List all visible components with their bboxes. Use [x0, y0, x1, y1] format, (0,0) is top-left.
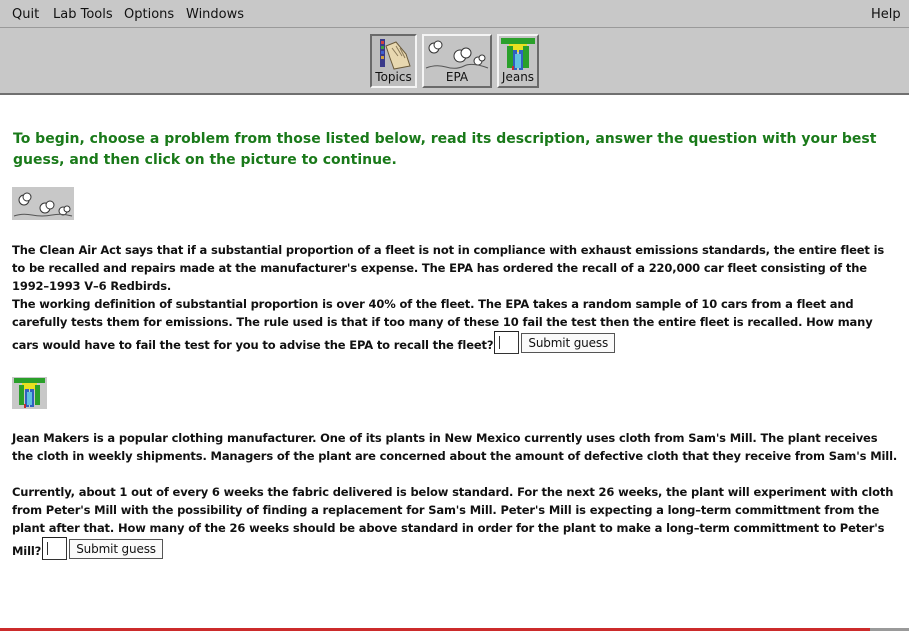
menu-help[interactable]: Help [871, 7, 901, 22]
menu-lab-tools[interactable]: Lab Tools [53, 7, 113, 22]
jeans-label: Jeans [501, 70, 535, 84]
toolbar [0, 28, 909, 95]
epa-question-text: The working definition of substantial proportion is over 40% of the fleet. The EPA takes a random sample of 10 cars from a fleet and carefully tests them for emissions. The rule used is that if too many of these 10 fail the test then the entire fleet is recalled. How many cars would have to fail the test for you to advise the EPA to recall the fleet? [12, 297, 873, 352]
epa-label: EPA [445, 70, 469, 84]
hand-pointer-icon [372, 36, 415, 72]
jeans-question [12, 483, 900, 560]
jeans-problem-picture[interactable] [12, 377, 47, 409]
epa-description: The Clean Air Act says that if a substantial proportion of a fleet is not in compliance with exhaust emissions standards, the entire fleet is to be recalled and repairs made at the manufacturer's expense. The EPA has ordered the recall of a 220,000 car fleet consisting of the 1992–1993 V–6 Redbirds. [12, 243, 885, 293]
epa-button[interactable] [422, 34, 492, 88]
topics-label: Topics [375, 70, 412, 84]
topics-button[interactable] [370, 34, 417, 88]
main-content [0, 95, 909, 628]
menu-bar [0, 0, 909, 28]
epa-guess-input[interactable] [494, 331, 519, 354]
jeans-button[interactable] [497, 34, 539, 88]
epa-problem-picture[interactable] [12, 187, 74, 220]
jeans-submit-button[interactable]: Submit guess [69, 539, 163, 559]
exhaust-clouds-icon [424, 36, 490, 72]
epa-question [12, 295, 900, 354]
jeans-description: Jean Makers is a popular clothing manufacturer. One of its plants in New Mexico currently uses cloth from Sam's Mill. The plant receives the cloth in weekly shipments. Managers of the plant are concerned about the amount of defective cloth that they receive from Sam's Mill. [12, 431, 898, 463]
jeans-question-text: Currently, about 1 out of every 6 weeks the fabric delivered is below standard. For the next 26 weeks, the plant will experiment with cloth from Peter's Mill with the possibility of finding a replacement for Sam's Mill. Peter's Mill is expecting a long–term committment from the plant after that. How many of the 26 weeks should be above standard in order for the plant to make a long–term committment to Peter's Mill? [12, 485, 894, 558]
jeans-icon [499, 36, 537, 72]
menu-quit[interactable]: Quit [12, 7, 40, 22]
epa-submit-button[interactable]: Submit guess [521, 333, 615, 353]
text-caret [499, 336, 500, 349]
menu-options[interactable]: Options [124, 7, 175, 22]
jeans-guess-input[interactable] [42, 537, 67, 560]
text-caret [47, 542, 48, 555]
intro-text: To begin, choose a problem from those listed below, read its description, answer the question with your best guess, and then click on the picture to continue. [13, 131, 877, 168]
menu-windows[interactable]: Windows [186, 7, 245, 22]
